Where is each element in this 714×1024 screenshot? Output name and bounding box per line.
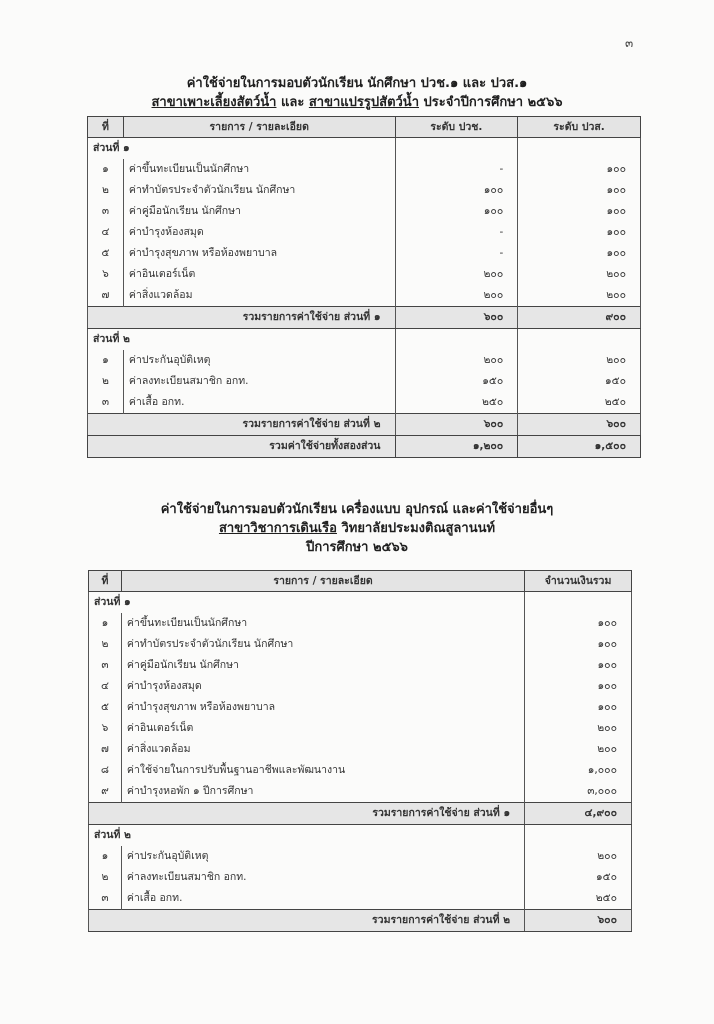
table1-section-2-row-amount-a: ๒๐๐ bbox=[395, 350, 518, 371]
table2-section-2-row-item: ค่าเสื้อ อกท. bbox=[121, 888, 524, 910]
table1-section-2-row-number: ๓ bbox=[88, 392, 124, 414]
table1-col-vocational-cert: ระดับ ปวช. bbox=[395, 117, 518, 138]
table2-section-1-row-number: ๑ bbox=[89, 613, 122, 634]
table1-section-1-row-amount-b: ๑๐๐ bbox=[518, 222, 641, 243]
table1-heading-program-processing: สาขาแปรรูปสัตว์น้ำ bbox=[308, 95, 419, 110]
table1-section-2-row-amount-a: ๒๕๐ bbox=[395, 392, 518, 414]
table1-section-2-row-item: ค่าประกันอุบัติเหตุ bbox=[123, 350, 395, 371]
table2-section-1-row-item: ค่าทำบัตรประจำตัวนักเรียน นักศึกษา bbox=[121, 634, 524, 655]
table1-section-1-row-amount-a: ๑๐๐ bbox=[395, 201, 518, 222]
table2-section-1-row-number: ๘ bbox=[89, 760, 122, 781]
table2-header-row bbox=[89, 571, 632, 592]
fee-table-1 bbox=[87, 116, 641, 458]
table1-heading-year: ประจำปีการศึกษา ๒๕๖๖ bbox=[419, 95, 563, 110]
table2-section-1-row-amount-v: ๑๐๐ bbox=[525, 655, 632, 676]
table2-section-1-row-number: ๗ bbox=[89, 739, 122, 760]
table2-section-1-row-number: ๓ bbox=[89, 655, 122, 676]
table2-section-1-row-amount-v: ๓,๐๐๐ bbox=[525, 781, 632, 803]
table1-grand-total bbox=[88, 436, 641, 458]
table2-heading-line3: ปีการศึกษา ๒๕๖๖ bbox=[306, 540, 408, 555]
table2-section-1-row-amount-v: ๒๐๐ bbox=[525, 739, 632, 760]
table1-section-1-row-number: ๓ bbox=[88, 201, 124, 222]
table1-section-2-row-amount-a: ๑๕๐ bbox=[395, 371, 518, 392]
table2-section-1-row-number: ๙ bbox=[89, 781, 122, 803]
table2-section-1-row-number: ๕ bbox=[89, 697, 122, 718]
table2-section-2-row-number: ๒ bbox=[89, 867, 122, 888]
table1-section-2-row-amount-b: ๒๐๐ bbox=[518, 350, 641, 371]
table1-section-1-row-amount-a: - bbox=[395, 222, 518, 243]
table2-section-1-row-item: ค่าขึ้นทะเบียนเป็นนักศึกษา bbox=[121, 613, 524, 634]
table2-section-1-row bbox=[89, 760, 632, 781]
table1-section-1-row-number: ๖ bbox=[88, 264, 124, 285]
table2-section-1-row bbox=[89, 697, 632, 718]
table1-section-2-row bbox=[88, 371, 641, 392]
table2-heading-line2 bbox=[0, 519, 714, 538]
table2-section-2-row-item: ค่าประกันอุบัติเหตุ bbox=[121, 846, 524, 867]
table2-section-1 bbox=[89, 592, 632, 614]
table2-section-1-row-amount-v: ๒๐๐ bbox=[525, 718, 632, 739]
table1-subtotal-2-vocational: ๖๐๐ bbox=[395, 414, 518, 436]
table2-section-2-row bbox=[89, 846, 632, 867]
table1-section-1-row-amount-a: ๑๐๐ bbox=[395, 180, 518, 201]
table1-col-item: รายการ / รายละเอียด bbox=[123, 117, 395, 138]
table2-heading-college: วิทยาลัยประมงติณสูลานนท์ bbox=[336, 521, 496, 536]
table2-section-1-row bbox=[89, 634, 632, 655]
table1-col-no: ที่ bbox=[88, 117, 124, 138]
page-number: ๓ bbox=[625, 36, 634, 50]
table1-section-1-row bbox=[88, 201, 641, 222]
table1-section-2 bbox=[88, 329, 641, 351]
table1-section-1-row-amount-b: ๒๐๐ bbox=[518, 264, 641, 285]
table2-section-2-label: ส่วนที่ ๒ bbox=[89, 825, 525, 847]
table2-section-1-row-item: ค่าใช้จ่ายในการปรับพื้นฐานอาชีพและพัฒนางาน bbox=[121, 760, 524, 781]
table1-heading-line2 bbox=[0, 93, 714, 112]
table1-subtotal-1-high-vocational: ๙๐๐ bbox=[518, 307, 641, 329]
table1-grand-total-high-vocational: ๑,๕๐๐ bbox=[518, 436, 641, 458]
table2-heading-program-navigation: สาขาวิชาการเดินเรือ bbox=[218, 521, 337, 536]
table1-col-high-vocational-cert: ระดับ ปวส. bbox=[518, 117, 641, 138]
table1-section-1-row-amount-b: ๑๐๐ bbox=[518, 201, 641, 222]
table1-section-1-row-item: ค่าขึ้นทะเบียนเป็นนักศึกษา bbox=[123, 159, 395, 180]
table1-heading-line1: ค่าใช้จ่ายในการมอบตัวนักเรียน นักศึกษา ปวช.๑ และ ปวส.๑ bbox=[186, 76, 528, 91]
table1-subtotal-2-high-vocational: ๖๐๐ bbox=[518, 414, 641, 436]
table1-subtotal-2-label: รวมรายการค่าใช้จ่าย ส่วนที่ ๒ bbox=[88, 414, 396, 436]
table1-heading-conjunction: และ bbox=[276, 95, 309, 110]
table2-heading-line1: ค่าใช้จ่ายในการมอบตัวนักเรียน เครื่องแบบ อุปกรณ์ และค่าใช้จ่ายอื่นๆ bbox=[160, 502, 554, 517]
table1-section-1-row bbox=[88, 243, 641, 264]
table1-section-1-row-amount-a: ๒๐๐ bbox=[395, 285, 518, 307]
table1-section-1-row-amount-b: ๑๐๐ bbox=[518, 243, 641, 264]
table1-section-1 bbox=[88, 138, 641, 160]
table2-subtotal-2-label: รวมรายการค่าใช้จ่าย ส่วนที่ ๒ bbox=[89, 910, 525, 932]
table1-section-2-row-item: ค่าลงทะเบียนสมาชิก อกท. bbox=[123, 371, 395, 392]
table1-section-1-row-number: ๑ bbox=[88, 159, 124, 180]
table2-col-total: จำนวนเงินรวม bbox=[525, 571, 632, 592]
table2-subtotal-1 bbox=[89, 803, 632, 825]
table2-section-1-row bbox=[89, 718, 632, 739]
table2-section-2-row-amount-v: ๑๕๐ bbox=[525, 867, 632, 888]
table2-section-2-row-item: ค่าลงทะเบียนสมาชิก อกท. bbox=[121, 867, 524, 888]
table2-section-1-row-amount-v: ๑,๐๐๐ bbox=[525, 760, 632, 781]
table2-section-2-row-number: ๓ bbox=[89, 888, 122, 910]
table1-section-1-row-item: ค่าทำบัตรประจำตัวนักเรียน นักศึกษา bbox=[123, 180, 395, 201]
table2-section-1-row-item: ค่าบำรุงห้องสมุด bbox=[121, 676, 524, 697]
table2-section-1-row bbox=[89, 613, 632, 634]
table1-section-1-row-item: ค่าคู่มือนักเรียน นักศึกษา bbox=[123, 201, 395, 222]
table2-section-2-row-amount-v: ๒๕๐ bbox=[525, 888, 632, 910]
table1-section-1-row bbox=[88, 264, 641, 285]
table2-section-1-row-amount-v: ๑๐๐ bbox=[525, 676, 632, 697]
table1-section-1-row-amount-a: - bbox=[395, 243, 518, 264]
table2-subtotal-1-value: ๔,๙๐๐ bbox=[525, 803, 632, 825]
table1-section-1-label: ส่วนที่ ๑ bbox=[88, 138, 396, 160]
table2-section-2-row bbox=[89, 867, 632, 888]
table1-subtotal-1-label: รวมรายการค่าใช้จ่าย ส่วนที่ ๑ bbox=[88, 307, 396, 329]
table2-section-2-row-amount-v: ๒๐๐ bbox=[525, 846, 632, 867]
table1-grand-total-vocational: ๑,๒๐๐ bbox=[395, 436, 518, 458]
table1-section-1-row-amount-b: ๑๐๐ bbox=[518, 180, 641, 201]
table2-subtotal-1-label: รวมรายการค่าใช้จ่าย ส่วนที่ ๑ bbox=[89, 803, 525, 825]
table2-section-2 bbox=[89, 825, 632, 847]
table2-section-2-row-number: ๑ bbox=[89, 846, 122, 867]
table1-section-1-row-item: ค่าบำรุงห้องสมุด bbox=[123, 222, 395, 243]
table1-section-1-row-number: ๕ bbox=[88, 243, 124, 264]
table2-section-1-row-item: ค่าอินเตอร์เน็ต bbox=[121, 718, 524, 739]
table2-heading bbox=[0, 500, 714, 557]
table2-col-no: ที่ bbox=[89, 571, 122, 592]
table2-section-1-row bbox=[89, 655, 632, 676]
table1-header-row bbox=[88, 117, 641, 138]
table2-section-1-row-item: ค่าคู่มือนักเรียน นักศึกษา bbox=[121, 655, 524, 676]
table2-section-1-row-number: ๒ bbox=[89, 634, 122, 655]
table1-subtotal-1 bbox=[88, 307, 641, 329]
table1-section-1-row-amount-b: ๒๐๐ bbox=[518, 285, 641, 307]
table2-col-item: รายการ / รายละเอียด bbox=[121, 571, 524, 592]
table2-section-1-row-number: ๖ bbox=[89, 718, 122, 739]
table1-section-1-row bbox=[88, 222, 641, 243]
table1-heading bbox=[0, 74, 714, 112]
table1-section-2-row bbox=[88, 350, 641, 371]
table1-section-1-row-number: ๒ bbox=[88, 180, 124, 201]
table1-section-1-row-number: ๗ bbox=[88, 285, 124, 307]
table1-section-2-row-amount-b: ๒๕๐ bbox=[518, 392, 641, 414]
table1-section-1-row-item: ค่าอินเตอร์เน็ต bbox=[123, 264, 395, 285]
table2-section-1-row-amount-v: ๑๐๐ bbox=[525, 634, 632, 655]
table2-subtotal-2-value: ๖๐๐ bbox=[525, 910, 632, 932]
table2-section-1-label: ส่วนที่ ๑ bbox=[89, 592, 525, 614]
table2-section-1-row-item: ค่าสิ่งแวดล้อม bbox=[121, 739, 524, 760]
table2-section-2-row bbox=[89, 888, 632, 910]
fee-table-2 bbox=[88, 570, 632, 932]
table2-section-1-row bbox=[89, 739, 632, 760]
table1-section-1-row bbox=[88, 285, 641, 307]
table1-section-1-row-amount-a: - bbox=[395, 159, 518, 180]
table2-section-1-row bbox=[89, 676, 632, 697]
table1-section-1-row-amount-a: ๒๐๐ bbox=[395, 264, 518, 285]
table1-section-1-row bbox=[88, 159, 641, 180]
table1-section-2-row-number: ๒ bbox=[88, 371, 124, 392]
table1-section-2-row bbox=[88, 392, 641, 414]
table1-section-1-row-number: ๔ bbox=[88, 222, 124, 243]
table1-subtotal-2 bbox=[88, 414, 641, 436]
table2-section-1-row-number: ๔ bbox=[89, 676, 122, 697]
table2-section-1-row-item: ค่าบำรุงสุขภาพ หรือห้องพยาบาล bbox=[121, 697, 524, 718]
table1-section-2-row-amount-b: ๑๕๐ bbox=[518, 371, 641, 392]
table1-section-2-row-item: ค่าเสื้อ อกท. bbox=[123, 392, 395, 414]
table1-grand-total-label: รวมค่าใช้จ่ายทั้งสองส่วน bbox=[88, 436, 396, 458]
table1-section-2-label: ส่วนที่ ๒ bbox=[88, 329, 396, 351]
table1-heading-program-aquaculture: สาขาเพาะเลี้ยงสัตว์น้ำ bbox=[151, 95, 277, 110]
table1-subtotal-1-vocational: ๖๐๐ bbox=[395, 307, 518, 329]
table2-subtotal-2 bbox=[89, 910, 632, 932]
table1-section-1-row-amount-b: ๑๐๐ bbox=[518, 159, 641, 180]
table1-section-1-row bbox=[88, 180, 641, 201]
table2-section-1-row-amount-v: ๑๐๐ bbox=[525, 697, 632, 718]
table2-section-1-row bbox=[89, 781, 632, 803]
table1-section-2-row-number: ๑ bbox=[88, 350, 124, 371]
table2-section-1-row-amount-v: ๑๐๐ bbox=[525, 613, 632, 634]
table1-section-1-row-item: ค่าบำรุงสุขภาพ หรือห้องพยาบาล bbox=[123, 243, 395, 264]
table2-section-1-row-item: ค่าบำรุงหอพัก ๑ ปีการศึกษา bbox=[121, 781, 524, 803]
table1-section-1-row-item: ค่าสิ่งแวดล้อม bbox=[123, 285, 395, 307]
